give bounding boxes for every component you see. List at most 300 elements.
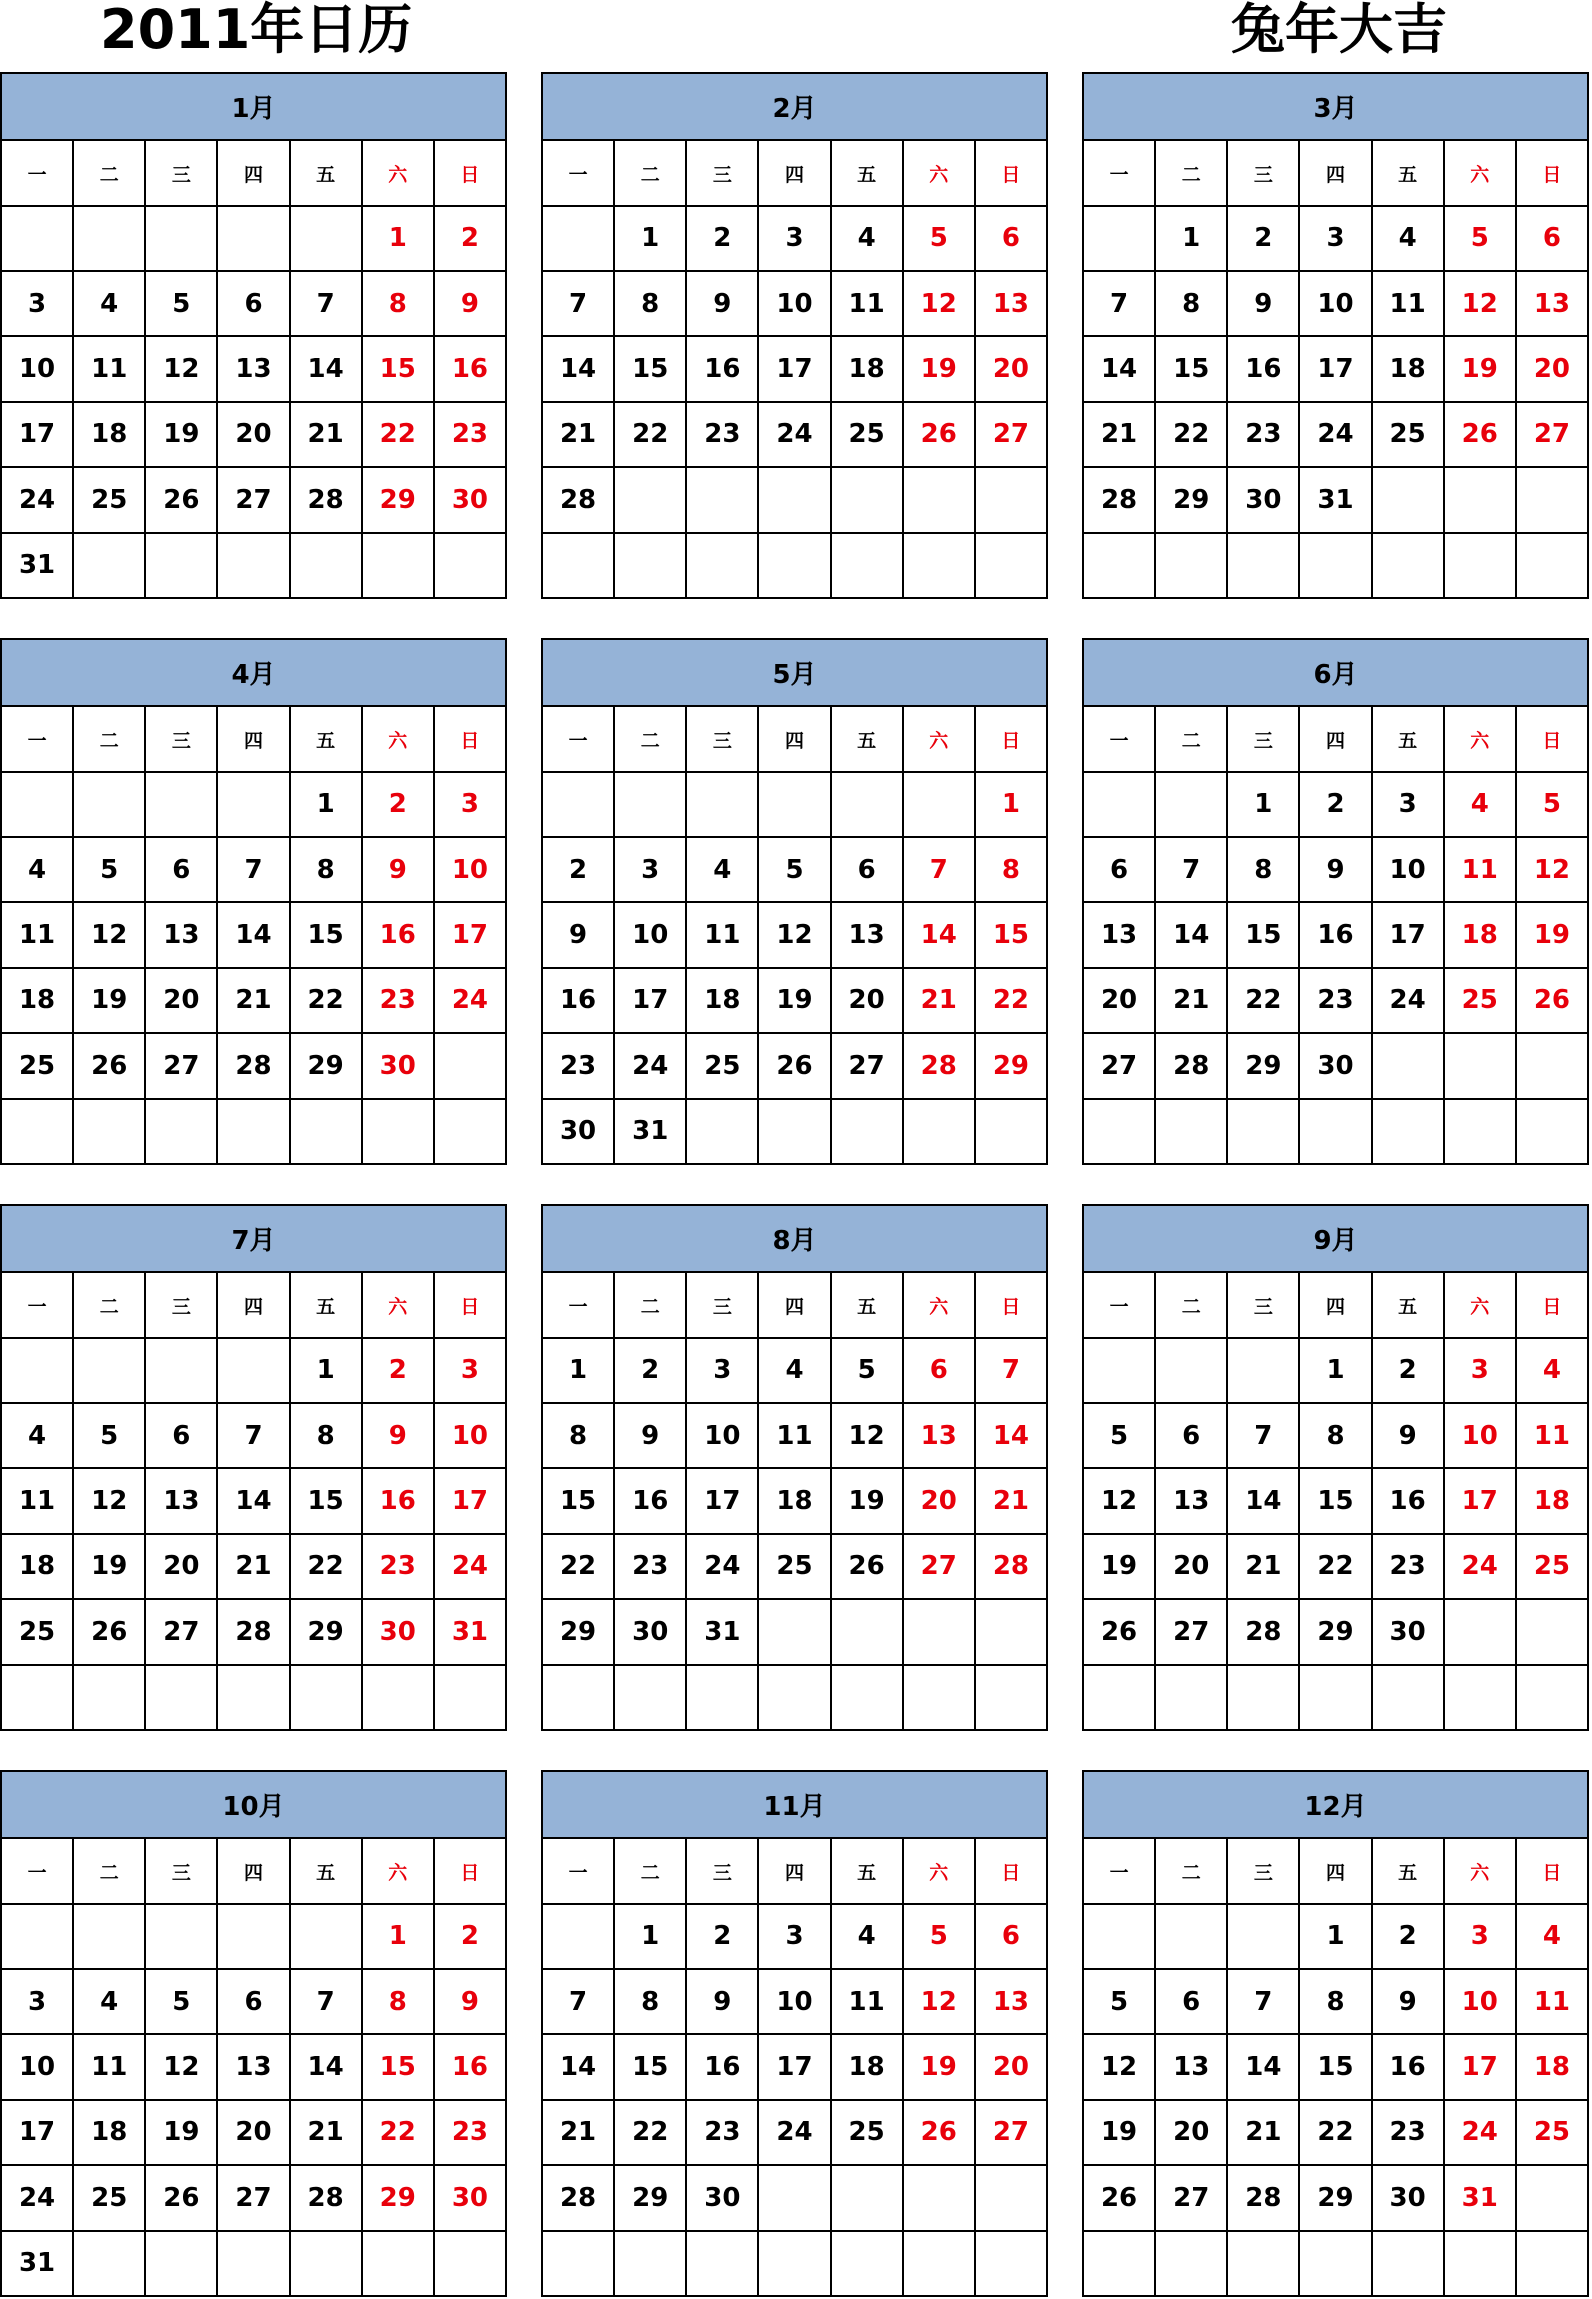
day-cell: 10 xyxy=(1,2034,73,2099)
day-cell: 26 xyxy=(758,1033,830,1098)
day-cell: 16 xyxy=(614,1468,686,1533)
day-cell: 13 xyxy=(217,336,289,401)
empty-day-cell xyxy=(1,772,73,837)
day-cell: 12 xyxy=(145,2034,217,2099)
month-header: 4月 xyxy=(1,639,506,706)
week-row xyxy=(1,2231,506,2296)
empty-day-cell xyxy=(145,1665,217,1730)
day-cell: 7 xyxy=(1227,1969,1299,2034)
day-cell: 28 xyxy=(217,1599,289,1664)
day-cell: 16 xyxy=(362,1468,434,1533)
week-row xyxy=(1083,533,1588,598)
empty-day-cell xyxy=(1155,1904,1227,1969)
empty-day-cell xyxy=(1372,2231,1444,2296)
day-cell: 25 xyxy=(1,1033,73,1098)
weekday-label: 日 xyxy=(434,1838,506,1903)
empty-day-cell xyxy=(975,1099,1047,1164)
weekday-label: 四 xyxy=(1299,1838,1371,1903)
day-cell: 15 xyxy=(1299,2034,1371,2099)
empty-day-cell xyxy=(1444,533,1516,598)
month-table xyxy=(1082,1204,1589,1731)
day-cell: 26 xyxy=(831,1534,903,1599)
weekday-label: 日 xyxy=(975,706,1047,771)
weekday-label: 三 xyxy=(145,1272,217,1337)
day-cell: 4 xyxy=(73,271,145,336)
empty-day-cell xyxy=(542,1904,614,1969)
day-cell: 24 xyxy=(758,2100,830,2165)
week-row xyxy=(542,837,1047,902)
empty-day-cell xyxy=(362,533,434,598)
weekday-label: 三 xyxy=(686,1838,758,1903)
empty-day-cell xyxy=(217,1665,289,1730)
day-cell: 8 xyxy=(1299,1403,1371,1468)
day-cell: 24 xyxy=(1444,2100,1516,2165)
day-cell: 27 xyxy=(145,1599,217,1664)
weekday-label: 二 xyxy=(1155,140,1227,205)
day-cell: 13 xyxy=(831,902,903,967)
day-cell: 12 xyxy=(73,902,145,967)
day-cell: 4 xyxy=(1,837,73,902)
month-header: 5月 xyxy=(542,639,1047,706)
empty-day-cell xyxy=(758,467,830,532)
day-cell: 10 xyxy=(1372,837,1444,902)
empty-day-cell xyxy=(217,2231,289,2296)
empty-day-cell xyxy=(290,206,362,271)
empty-day-cell xyxy=(758,1099,830,1164)
day-cell: 17 xyxy=(758,2034,830,2099)
week-row xyxy=(1083,336,1588,401)
week-row xyxy=(542,336,1047,401)
day-cell: 25 xyxy=(73,2165,145,2230)
day-cell: 1 xyxy=(362,1904,434,1969)
week-row xyxy=(542,1665,1047,1730)
day-cell: 9 xyxy=(1227,271,1299,336)
empty-day-cell xyxy=(1083,1338,1155,1403)
empty-day-cell xyxy=(1227,2231,1299,2296)
day-cell: 14 xyxy=(217,1468,289,1533)
day-cell: 1 xyxy=(290,1338,362,1403)
day-cell: 27 xyxy=(217,2165,289,2230)
empty-day-cell xyxy=(362,1099,434,1164)
week-row xyxy=(1,467,506,532)
weekday-label: 四 xyxy=(758,140,830,205)
day-cell: 3 xyxy=(686,1338,758,1403)
day-cell: 27 xyxy=(217,467,289,532)
day-cell: 18 xyxy=(1,968,73,1033)
day-cell: 24 xyxy=(614,1033,686,1098)
week-row xyxy=(1,2034,506,2099)
empty-day-cell xyxy=(290,1904,362,1969)
weekday-label: 六 xyxy=(362,1838,434,1903)
week-row xyxy=(1,1665,506,1730)
day-cell: 6 xyxy=(1155,1403,1227,1468)
month-calendar xyxy=(0,638,507,1165)
week-row xyxy=(542,1969,1047,2034)
day-cell: 7 xyxy=(1155,837,1227,902)
weekday-label: 二 xyxy=(614,1838,686,1903)
weekday-label: 三 xyxy=(145,706,217,771)
day-cell: 21 xyxy=(1227,1534,1299,1599)
empty-day-cell xyxy=(614,772,686,837)
empty-day-cell xyxy=(1083,533,1155,598)
month-calendar xyxy=(1082,1204,1589,1731)
day-cell: 23 xyxy=(686,2100,758,2165)
empty-day-cell xyxy=(290,1665,362,1730)
weekday-label: 二 xyxy=(614,706,686,771)
empty-day-cell xyxy=(542,2231,614,2296)
empty-day-cell xyxy=(362,2231,434,2296)
day-cell: 31 xyxy=(1,2231,73,2296)
day-cell: 22 xyxy=(290,968,362,1033)
day-cell: 29 xyxy=(1155,467,1227,532)
day-cell: 4 xyxy=(1,1403,73,1468)
week-row xyxy=(542,1904,1047,1969)
weekday-label: 二 xyxy=(1155,706,1227,771)
day-cell: 9 xyxy=(1372,1969,1444,2034)
day-cell: 21 xyxy=(903,968,975,1033)
week-row xyxy=(1083,837,1588,902)
day-cell: 30 xyxy=(614,1599,686,1664)
day-cell: 23 xyxy=(362,1534,434,1599)
day-cell: 28 xyxy=(217,1033,289,1098)
day-cell: 30 xyxy=(542,1099,614,1164)
day-cell: 13 xyxy=(145,1468,217,1533)
empty-day-cell xyxy=(1444,1599,1516,1664)
day-cell: 31 xyxy=(686,1599,758,1664)
day-cell: 23 xyxy=(434,402,506,467)
day-cell: 15 xyxy=(1155,336,1227,401)
day-cell: 6 xyxy=(217,1969,289,2034)
day-cell: 8 xyxy=(290,837,362,902)
week-row xyxy=(1,772,506,837)
day-cell: 18 xyxy=(1,1534,73,1599)
day-cell: 11 xyxy=(1444,837,1516,902)
empty-day-cell xyxy=(1155,772,1227,837)
empty-day-cell xyxy=(903,1599,975,1664)
day-cell: 24 xyxy=(1299,402,1371,467)
day-cell: 12 xyxy=(1444,271,1516,336)
weekday-label: 日 xyxy=(434,140,506,205)
day-cell: 14 xyxy=(903,902,975,967)
empty-day-cell xyxy=(1227,1338,1299,1403)
week-row xyxy=(1083,206,1588,271)
empty-day-cell xyxy=(1516,1099,1588,1164)
day-cell: 21 xyxy=(975,1468,1047,1533)
day-cell: 2 xyxy=(362,1338,434,1403)
week-row xyxy=(1083,2100,1588,2165)
empty-day-cell xyxy=(1444,2231,1516,2296)
week-row xyxy=(1083,1403,1588,1468)
day-cell: 13 xyxy=(1155,2034,1227,2099)
empty-day-cell xyxy=(73,772,145,837)
day-cell: 29 xyxy=(1299,2165,1371,2230)
day-cell: 18 xyxy=(1516,1468,1588,1533)
day-cell: 31 xyxy=(1444,2165,1516,2230)
day-cell: 31 xyxy=(614,1099,686,1164)
empty-day-cell xyxy=(903,2231,975,2296)
day-cell: 2 xyxy=(614,1338,686,1403)
day-cell: 9 xyxy=(1372,1403,1444,1468)
day-cell: 20 xyxy=(145,968,217,1033)
day-cell: 19 xyxy=(758,968,830,1033)
day-cell: 25 xyxy=(758,1534,830,1599)
day-cell: 9 xyxy=(614,1403,686,1468)
day-cell: 14 xyxy=(1083,336,1155,401)
day-cell: 26 xyxy=(903,2100,975,2165)
empty-day-cell xyxy=(975,533,1047,598)
day-cell: 28 xyxy=(903,1033,975,1098)
weekday-label: 五 xyxy=(1372,140,1444,205)
month-table xyxy=(1082,638,1589,1165)
month-header: 3月 xyxy=(1083,73,1588,140)
day-cell: 27 xyxy=(903,1534,975,1599)
empty-day-cell xyxy=(903,1665,975,1730)
week-row xyxy=(542,1534,1047,1599)
weekday-label: 一 xyxy=(1083,1838,1155,1903)
day-cell: 12 xyxy=(1516,837,1588,902)
day-cell: 16 xyxy=(362,902,434,967)
day-cell: 20 xyxy=(1155,1534,1227,1599)
weekday-label: 五 xyxy=(831,1272,903,1337)
day-cell: 4 xyxy=(831,1904,903,1969)
day-cell: 25 xyxy=(1,1599,73,1664)
empty-day-cell xyxy=(758,1599,830,1664)
week-row xyxy=(1,533,506,598)
month-calendar xyxy=(541,1770,1048,2297)
day-cell: 9 xyxy=(362,837,434,902)
day-cell: 10 xyxy=(686,1403,758,1468)
day-cell: 1 xyxy=(614,1904,686,1969)
empty-day-cell xyxy=(217,206,289,271)
day-cell: 20 xyxy=(975,2034,1047,2099)
day-cell: 13 xyxy=(975,1969,1047,2034)
day-cell: 5 xyxy=(1516,772,1588,837)
empty-day-cell xyxy=(686,1099,758,1164)
empty-day-cell xyxy=(903,533,975,598)
empty-day-cell xyxy=(145,1099,217,1164)
day-cell: 5 xyxy=(145,271,217,336)
day-cell: 13 xyxy=(1083,902,1155,967)
weekday-label: 五 xyxy=(1372,1272,1444,1337)
day-cell: 21 xyxy=(1227,2100,1299,2165)
day-cell: 4 xyxy=(758,1338,830,1403)
day-cell: 24 xyxy=(1444,1534,1516,1599)
day-cell: 28 xyxy=(290,2165,362,2230)
weekday-label: 二 xyxy=(73,1272,145,1337)
empty-day-cell xyxy=(1,206,73,271)
day-cell: 6 xyxy=(145,1403,217,1468)
month-table xyxy=(0,72,507,599)
day-cell: 28 xyxy=(1155,1033,1227,1098)
empty-day-cell xyxy=(145,1904,217,1969)
weekday-label: 四 xyxy=(1299,140,1371,205)
day-cell: 11 xyxy=(1,1468,73,1533)
weekday-label: 日 xyxy=(1516,1272,1588,1337)
day-cell: 17 xyxy=(1299,336,1371,401)
day-cell: 12 xyxy=(1083,2034,1155,2099)
day-cell: 11 xyxy=(73,2034,145,2099)
week-row xyxy=(1,2100,506,2165)
day-cell: 23 xyxy=(542,1033,614,1098)
day-cell: 18 xyxy=(73,402,145,467)
month-header: 8月 xyxy=(542,1205,1047,1272)
day-cell: 1 xyxy=(362,206,434,271)
weekday-label: 二 xyxy=(73,140,145,205)
day-cell: 9 xyxy=(1299,837,1371,902)
empty-day-cell xyxy=(1516,467,1588,532)
day-cell: 18 xyxy=(1372,336,1444,401)
day-cell: 1 xyxy=(1299,1904,1371,1969)
day-cell: 27 xyxy=(975,402,1047,467)
weekday-label: 六 xyxy=(1444,1838,1516,1903)
day-cell: 17 xyxy=(686,1468,758,1533)
day-cell: 21 xyxy=(1083,402,1155,467)
weekday-label: 一 xyxy=(1083,140,1155,205)
day-cell: 4 xyxy=(1444,772,1516,837)
day-cell: 27 xyxy=(1155,1599,1227,1664)
day-cell: 16 xyxy=(686,336,758,401)
week-row xyxy=(1,206,506,271)
empty-day-cell xyxy=(217,1338,289,1403)
weekday-label: 六 xyxy=(1444,706,1516,771)
day-cell: 2 xyxy=(686,1904,758,1969)
page-title: 2011年日历 xyxy=(100,0,413,61)
day-cell: 13 xyxy=(903,1403,975,1468)
week-row xyxy=(1083,2165,1588,2230)
day-cell: 22 xyxy=(542,1534,614,1599)
week-row xyxy=(542,968,1047,1033)
weekday-label: 五 xyxy=(290,1272,362,1337)
day-cell: 30 xyxy=(362,1033,434,1098)
empty-day-cell xyxy=(362,1665,434,1730)
empty-day-cell xyxy=(1227,533,1299,598)
day-cell: 20 xyxy=(217,2100,289,2165)
day-cell: 29 xyxy=(614,2165,686,2230)
month-calendar xyxy=(0,72,507,599)
day-cell: 28 xyxy=(1227,2165,1299,2230)
day-cell: 3 xyxy=(1,1969,73,2034)
month-table xyxy=(1082,1770,1589,2297)
weekday-label: 四 xyxy=(217,140,289,205)
day-cell: 30 xyxy=(362,1599,434,1664)
day-cell: 4 xyxy=(1516,1338,1588,1403)
weekday-label: 三 xyxy=(145,1838,217,1903)
day-cell: 22 xyxy=(362,2100,434,2165)
day-cell: 19 xyxy=(1444,336,1516,401)
empty-day-cell xyxy=(217,1904,289,1969)
weekday-label: 六 xyxy=(903,1838,975,1903)
month-calendar xyxy=(1082,1770,1589,2297)
day-cell: 26 xyxy=(73,1033,145,1098)
day-cell: 22 xyxy=(362,402,434,467)
week-row xyxy=(1083,271,1588,336)
day-cell: 25 xyxy=(831,402,903,467)
day-cell: 9 xyxy=(686,271,758,336)
week-row xyxy=(542,2231,1047,2296)
day-cell: 14 xyxy=(290,336,362,401)
week-row xyxy=(1,2165,506,2230)
day-cell: 14 xyxy=(1227,2034,1299,2099)
month-header: 2月 xyxy=(542,73,1047,140)
week-row xyxy=(542,1468,1047,1533)
week-row xyxy=(1083,1468,1588,1533)
empty-day-cell xyxy=(1444,467,1516,532)
day-cell: 9 xyxy=(542,902,614,967)
month-table xyxy=(0,1770,507,2297)
day-cell: 21 xyxy=(542,2100,614,2165)
empty-day-cell xyxy=(1516,2231,1588,2296)
empty-day-cell xyxy=(145,533,217,598)
day-cell: 22 xyxy=(1155,402,1227,467)
day-cell: 1 xyxy=(542,1338,614,1403)
week-row xyxy=(542,1099,1047,1164)
week-row xyxy=(1083,1099,1588,1164)
empty-day-cell xyxy=(1444,1099,1516,1164)
empty-day-cell xyxy=(1516,1033,1588,1098)
week-row xyxy=(1,1468,506,1533)
month-table xyxy=(0,638,507,1165)
week-row xyxy=(1,1338,506,1403)
day-cell: 24 xyxy=(686,1534,758,1599)
week-row xyxy=(1083,467,1588,532)
week-row xyxy=(1,336,506,401)
day-cell: 14 xyxy=(542,2034,614,2099)
week-row xyxy=(542,1338,1047,1403)
day-cell: 20 xyxy=(831,968,903,1033)
empty-day-cell xyxy=(542,1665,614,1730)
day-cell: 10 xyxy=(434,837,506,902)
day-cell: 11 xyxy=(686,902,758,967)
weekday-label: 六 xyxy=(903,1272,975,1337)
day-cell: 2 xyxy=(362,772,434,837)
day-cell: 3 xyxy=(1299,206,1371,271)
day-cell: 7 xyxy=(542,271,614,336)
day-cell: 8 xyxy=(542,1403,614,1468)
day-cell: 4 xyxy=(831,206,903,271)
day-cell: 7 xyxy=(290,271,362,336)
day-cell: 27 xyxy=(831,1033,903,1098)
day-cell: 10 xyxy=(758,1969,830,2034)
empty-day-cell xyxy=(903,2165,975,2230)
empty-day-cell xyxy=(145,772,217,837)
day-cell: 7 xyxy=(975,1338,1047,1403)
empty-day-cell xyxy=(145,1338,217,1403)
day-cell: 10 xyxy=(1444,1403,1516,1468)
page-slogan: 兔年大吉 xyxy=(1231,0,1447,61)
day-cell: 20 xyxy=(1083,968,1155,1033)
day-cell: 3 xyxy=(1,271,73,336)
empty-day-cell xyxy=(145,206,217,271)
day-cell: 11 xyxy=(73,336,145,401)
empty-day-cell xyxy=(73,1099,145,1164)
week-row xyxy=(542,902,1047,967)
day-cell: 24 xyxy=(434,1534,506,1599)
day-cell: 21 xyxy=(542,402,614,467)
week-row xyxy=(1,902,506,967)
day-cell: 22 xyxy=(614,2100,686,2165)
empty-day-cell xyxy=(1155,1665,1227,1730)
week-row xyxy=(542,206,1047,271)
day-cell: 18 xyxy=(758,1468,830,1533)
day-cell: 21 xyxy=(290,2100,362,2165)
day-cell: 2 xyxy=(1227,206,1299,271)
week-row xyxy=(542,533,1047,598)
day-cell: 8 xyxy=(975,837,1047,902)
day-cell: 28 xyxy=(1083,467,1155,532)
day-cell: 29 xyxy=(1299,1599,1371,1664)
empty-day-cell xyxy=(73,533,145,598)
day-cell: 4 xyxy=(73,1969,145,2034)
